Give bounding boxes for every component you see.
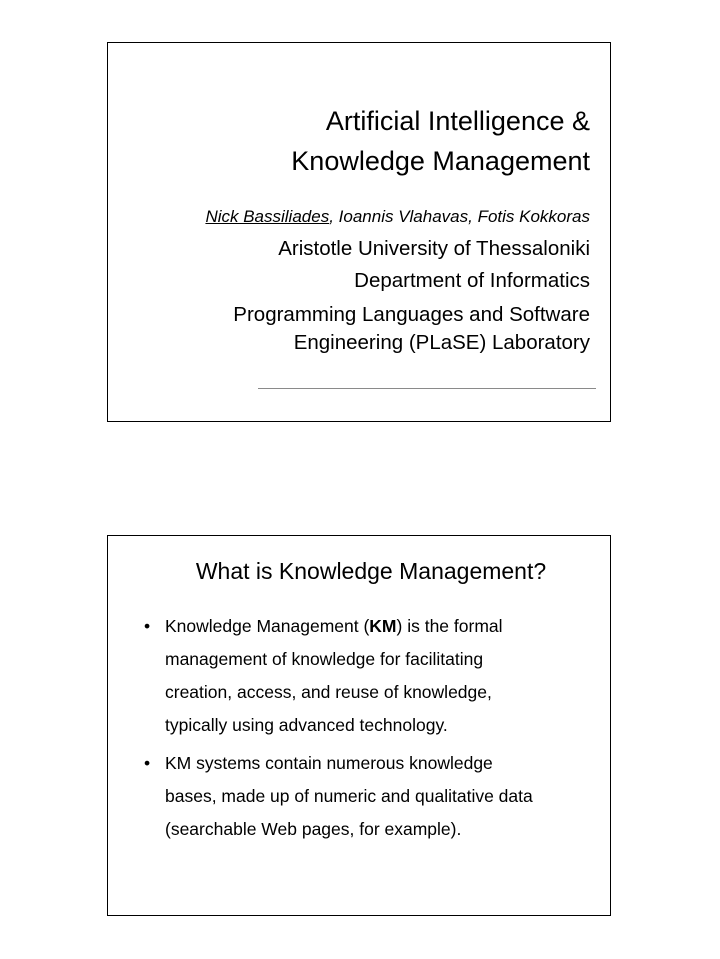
author-first: Nick Bassiliades (205, 207, 330, 226)
bullet-line: creation, access, and reuse of knowledge, (165, 682, 492, 702)
department: Department of Informatics (354, 269, 590, 292)
bullet-line: KM systems contain numerous knowledge (165, 753, 493, 773)
bullet-line (165, 610, 584, 643)
slide-title: What is Knowledge Management? (195, 558, 547, 584)
bullet-line: management of knowledge for facilitating (165, 649, 484, 669)
bullet-line: typically using advanced technology. (165, 715, 448, 735)
lab-line-1: Programming Languages and Software (233, 303, 590, 326)
slide-2-what-is-km (107, 535, 611, 916)
slide-title (150, 101, 590, 181)
bullet-line: bases, made up of numeric and qualitative data (165, 786, 533, 806)
bullet-dot: • (144, 616, 151, 636)
authors (205, 207, 590, 227)
title-line-2: Knowledge Management (291, 146, 590, 176)
bullet-item (144, 610, 584, 742)
university: Aristotle University of Thessaloniki (278, 237, 590, 260)
bullet-list (144, 610, 584, 851)
slide-1-title (107, 42, 611, 422)
km-abbreviation: KM (369, 616, 397, 636)
bullet-item (144, 747, 584, 846)
bullet-dot: • (144, 753, 151, 773)
title-line-1: Artificial Intelligence & (325, 106, 590, 136)
text-segment: ) is the formal (396, 616, 503, 636)
laboratory (233, 301, 590, 357)
text-segment: Knowledge Management ( (165, 616, 370, 636)
divider (258, 388, 596, 389)
author-rest: , Ioannis Vlahavas, Fotis Kokkoras (329, 207, 590, 226)
lab-line-2: Engineering (PLaSE) Laboratory (293, 331, 590, 354)
bullet-line: (searchable Web pages, for example). (165, 819, 462, 839)
